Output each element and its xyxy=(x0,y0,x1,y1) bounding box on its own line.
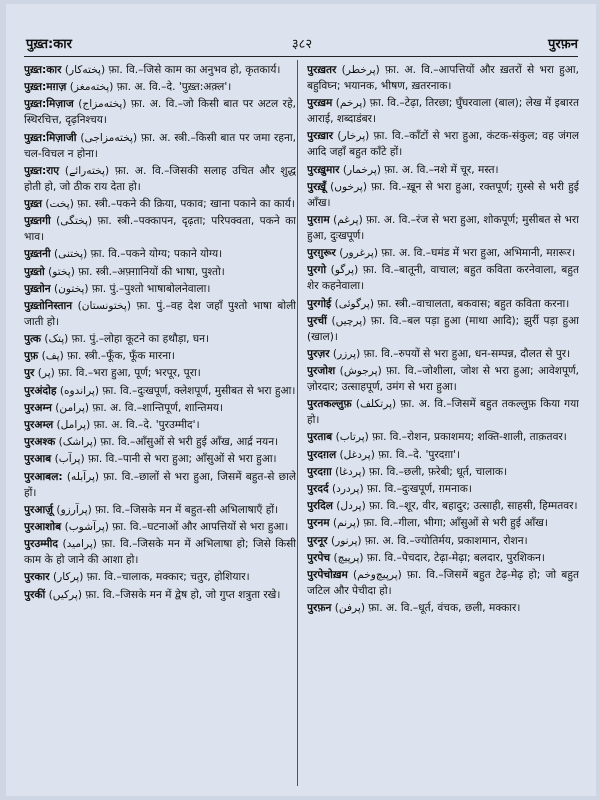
entry-definition: (پرغم) फ़ा. अ. वि.–रंज से भरा हुआ, शोकपूर्ण; मुसीबत से भरा हुआ, दुःखपूर्ण। xyxy=(307,213,579,242)
dictionary-entry xyxy=(24,96,296,128)
dictionary-entry xyxy=(24,130,296,162)
page-number: ३८२ xyxy=(291,37,313,52)
entry-definition: (پرپیچ) फ़ा. वि.–पेचदार, टेढ़ा-मेढ़ा; बलदार, पुरशिकन। xyxy=(333,551,545,564)
entry-definition: (پرآرزو) फ़ा. वि.–जिसके मन में बहुत-सी अभिलाषाएँ हों। xyxy=(56,503,279,516)
entry-definition: (پردغل) फ़ा. वि.–दे. 'पुरदग़ा'। xyxy=(339,448,461,461)
entry-definition: (پرزر) फ़ा. वि.–रुपयों से भरा हुआ, धन-सम्पन्न, दौलत से पुर। xyxy=(332,347,571,360)
entry-headword: पुरअश्क xyxy=(24,436,56,449)
entry-headword: पुख़्त:राए xyxy=(24,164,60,177)
entry-definition: (پردغا) फ़ा. वि.–छली, फ़रेबी; धूर्त, चालाक। xyxy=(335,465,508,478)
entry-headword: पुरतकल्लुफ़ xyxy=(307,398,352,411)
entry-definition: (پرخطر) फ़ा. अ. वि.–आपत्तियों और ख़तरों से भरा हुआ, बहुविघ्न; भयानक, भीषण, ख़तरनाक। xyxy=(307,64,579,92)
dictionary-entry xyxy=(307,179,579,211)
entry-definition: (پخته‌مزاجی) फ़ा. अ. स्त्री.–किसी बात पर जमा रहना, चल-विचल न होना। xyxy=(24,131,296,160)
dictionary-entry xyxy=(307,313,579,345)
right-column xyxy=(307,62,579,617)
header-rule xyxy=(24,56,578,57)
dictionary-entry xyxy=(24,331,296,347)
dictionary-entry xyxy=(24,79,296,95)
entry-headword: पुरख़तर xyxy=(307,64,337,76)
entry-definition: (پخت) फ़ा. स्त्री.–पकने की क्रिया, पकाव; खाना पकाने का कार्य। xyxy=(45,197,295,210)
entry-definition: (پرتاب) फ़ा. वि.–रोशन, प्रकाशमय; शक्ति-शाली, ताक़तवर। xyxy=(335,431,567,444)
dictionary-entry xyxy=(24,519,296,535)
entry-definition: (پخته‌کار) फ़ा. वि.–जिसे काम का अनुभव हो, कृतकार्य। xyxy=(64,64,281,76)
dictionary-entry xyxy=(307,567,579,599)
dictionary-entry xyxy=(307,429,579,445)
entry-headword: पुत्क xyxy=(24,333,42,346)
dictionary-entry xyxy=(307,212,579,244)
entry-headword: पुख़्तगी xyxy=(24,215,51,228)
dictionary-entry xyxy=(307,62,579,94)
entry-headword: पुरअंदोह xyxy=(24,384,57,397)
dictionary-entry xyxy=(307,481,579,497)
entry-definition: (پختگی) फ़ा. स्त्री.–पक्कापन, दृढ़ता; परिपक्वता, पकने का भाव। xyxy=(24,215,296,244)
entry-definition: (پرخار) फ़ा. वि.–काँटों से भरा हुआ, कंटक-संकुल; वह जंगल आदि जहाँ बहुत काँटे हों। xyxy=(307,130,579,159)
dictionary-entry xyxy=(24,196,296,212)
entry-headword: पुरआर्ज़ू xyxy=(24,503,54,516)
entry-definition: (پختنی) फ़ा. वि.–पकने योग्य; पकाने योग्य। xyxy=(53,248,223,261)
entry-headword: पुख़्तो xyxy=(24,265,45,278)
dictionary-entry xyxy=(307,363,579,395)
entry-definition: (پرگوئی) फ़ा. स्त्री.–वाचालता, बकवास; बहुत कविता करना। xyxy=(334,297,570,310)
entry-definition: (پرتکلف) फ़ा. अ. वि.–जिसमें बहुत तकल्लुफ़ किया गया हो। xyxy=(307,398,579,427)
entry-definition: (پردل) फ़ा. वि.–शूर, वीर, बहादुर; उत्साही, साहसी, हिम्मतवर। xyxy=(336,500,578,513)
entry-definition: (پراندوه) फ़ा. वि.–दुःखपूर्ण, क्लेशपूर्ण, मुसीबत से भरा हुआ। xyxy=(59,384,296,397)
dictionary-entry xyxy=(24,213,296,245)
entry-headword: पुरग़ुरूर xyxy=(307,247,336,260)
dictionary-entry xyxy=(307,245,579,261)
entry-definition: (پف) फ़ा. स्त्री.–फूँक, फूँक मारना। xyxy=(41,350,175,363)
entry-headword: पुख़्तोनिस्तान xyxy=(24,299,73,312)
entry-definition: (پرامن) फ़ा. अ. वि.–शान्तिपूर्ण, शान्तिमय। xyxy=(55,401,224,414)
dictionary-entry xyxy=(24,163,296,195)
entry-headword: पुरकार xyxy=(24,571,50,584)
entry-headword: पुरगोई xyxy=(307,297,332,310)
entry-headword: पुरआब xyxy=(24,453,52,466)
dictionary-entry xyxy=(24,264,296,280)
entry-headword: पुरआबल: xyxy=(24,470,63,483)
entry-headword: पुरगो xyxy=(307,264,327,277)
dictionary-entry xyxy=(24,383,296,399)
entry-headword: पुरउम्मीद xyxy=(24,538,59,551)
entry-headword: पुख़्तोन xyxy=(24,282,51,295)
dictionary-entry xyxy=(24,469,296,501)
entry-headword: पुरआशोब xyxy=(24,520,62,533)
entry-headword: पुख़्त:मिज़ाजी xyxy=(24,131,77,144)
dictionary-entry xyxy=(307,296,579,312)
entry-headword: पुख़्त:मिज़ाज xyxy=(24,98,74,111)
entry-definition: (پرگو) फ़ा. वि.–बातूनी, वाचाल; बहुत कविता करनेवाला, बहुत शेर कहनेवाला। xyxy=(307,264,579,293)
entry-headword: पुरनम xyxy=(307,517,330,530)
dictionary-entry xyxy=(24,298,296,330)
dictionary-entry xyxy=(307,498,579,514)
dictionary-entry xyxy=(307,447,579,463)
entry-headword: पुरचीं xyxy=(307,314,327,327)
entry-definition: (پختونستان) फ़ा. पुं.–वह देश जहाँ पुश्तो भाषा बोली जाती हो। xyxy=(24,299,296,328)
entry-definition: (پرآب) फ़ा. वि.–पानी से भरा हुआ; आँसुओं से भरा हुआ। xyxy=(54,453,277,466)
dictionary-entry xyxy=(24,451,296,467)
entry-definition: (پرپیچ‌وخم) फ़ा. वि.–जिसमें बहुत टेढ़-मेढ़ हो; जो बहुत जटिल और पेचीदा हो। xyxy=(307,568,579,597)
entry-definition: (پرآبله) फ़ा. वि.–छालों से भरा हुआ, जिसमें बहुत-से छाले हों। xyxy=(24,470,296,499)
entry-headword: पुरख़ूँ xyxy=(307,180,327,193)
dictionary-entry xyxy=(307,464,579,480)
dictionary-entry xyxy=(24,348,296,364)
dictionary-entry xyxy=(24,536,296,568)
entry-definition: (پرکار) फ़ा. वि.–चालाक, मक्कार; चतुर, होशियार। xyxy=(52,571,250,584)
entry-headword: पुरजोश xyxy=(307,365,336,378)
entry-definition: (پتک) फ़ा. पुं.–लोहा कूटने का हथौड़ा, घन। xyxy=(44,333,210,346)
dictionary-entry xyxy=(24,417,296,433)
dictionary-entry xyxy=(307,396,579,428)
entry-definition: (پخته‌مغز) फ़ा. अ. वि.–दे. 'पुख़्त:अक़्ल'। xyxy=(69,81,232,94)
header-right-guideword: पुरफ़न xyxy=(548,37,578,52)
entry-headword: पुर xyxy=(24,367,35,380)
entry-headword: पुरदग़ा xyxy=(307,465,332,478)
entry-definition: (پراشک) फ़ा. वि.–आँसुओं से भरी हुई आँख, आर्द्र नयन। xyxy=(58,436,279,449)
entry-headword: पुरअम्न xyxy=(24,401,52,414)
entry-definition: (پرکیں) फ़ा. वि.–जिसके मन में द्वेष हो, जो गुप्त शत्रुता रखे। xyxy=(48,588,281,601)
dictionary-entry xyxy=(307,600,579,616)
dictionary-entry xyxy=(24,246,296,262)
dictionary-entry xyxy=(307,262,579,294)
entry-definition: (پرنم) फ़ा. वि.–गीला, भीगा; आँसुओं से भरी हुई आँख। xyxy=(332,517,548,530)
entry-definition: (پرجوش) फ़ा. वि.–जोशीला, जोश से भरा हुआ; आवेशपूर्ण, ज़ोरदार; उत्साहपूर्ण, उमंग से भरा हुआ। xyxy=(307,365,579,394)
entry-definition: (پرخمار) फ़ा. अ. वि.–नशे में चूर, मस्त। xyxy=(342,163,499,176)
dictionary-entry xyxy=(24,587,296,603)
entry-definition: (پرامل) फ़ा. अ. वि.–दे. 'पुरउम्मीद'। xyxy=(56,419,200,431)
dictionary-entry xyxy=(307,515,579,531)
entry-definition: (پخته‌مزاج) फ़ा. अ. वि.–जो किसी बात पर अटल रहे, स्थिरचित्त, दृढ़निश्चय। xyxy=(24,98,296,127)
entry-headword: पुख़्तनी xyxy=(24,248,51,261)
dictionary-entry xyxy=(24,400,296,416)
entry-headword: पुफ़ xyxy=(24,350,39,363)
entry-headword: पुरख़ार xyxy=(307,130,334,143)
dictionary-entry xyxy=(24,569,296,585)
dictionary-entry xyxy=(24,434,296,450)
dictionary-entry xyxy=(307,128,579,160)
entry-headword: पुरख़म xyxy=(307,97,333,110)
entry-definition: (پرنور) फ़ा. अ. वि.–ज्योतिर्मय, प्रकाशमान, रोशन। xyxy=(330,534,528,547)
dictionary-entry xyxy=(24,62,296,78)
entry-definition: (پختو) फ़ा. स्त्री.–अफ़्ग़ानियों की भाषा, पुश्तो। xyxy=(48,265,225,278)
entry-headword: पुरकीं xyxy=(24,588,46,601)
entry-definition: (پخته‌رائے) फ़ा. अ. वि.–जिसकी सलाह उचित और शुद्ध होती हो, जो ठीक राय देता हो। xyxy=(24,164,296,193)
entry-headword: पुरपेचोख़म xyxy=(307,568,348,581)
entry-headword: पुरताब xyxy=(307,431,333,444)
entry-headword: पुरदर्द xyxy=(307,483,329,495)
dictionary-entry xyxy=(307,346,579,362)
dictionary-entry xyxy=(307,162,579,178)
column-divider xyxy=(297,60,298,786)
entry-definition: (پرامید) फ़ा. वि.–जिसके मन में अभिलाषा हो; जिसे किसी काम के हो जाने की आशा हो। xyxy=(24,538,296,567)
entry-definition: (پرچیں) फ़ा. वि.–बल पड़ा हुआ (माथा आदि); झुर्री पड़ा हुआ (खाल)। xyxy=(307,314,579,343)
header-left-guideword: पुख़्त:कार xyxy=(26,37,72,52)
dictionary-entry xyxy=(307,533,579,549)
entry-headword: पुरदिल xyxy=(307,500,333,513)
dictionary-page xyxy=(6,4,596,796)
entry-definition: (پرخوں) फ़ा. वि.–ख़ून से भरा हुआ, रक्तपूर्ण; ग़ुस्से से भरी हुई आँख। xyxy=(307,180,579,209)
page-header xyxy=(26,34,578,56)
entry-headword: पुख़्त:कार xyxy=(24,64,62,76)
entry-definition: (پختون) फ़ा. पुं.–पुश्तो भाषाबोलनेवाला। xyxy=(53,282,211,295)
entry-headword: पुरनूर xyxy=(307,534,328,547)
entry-definition: (پر) फ़ा. वि.–भरा हुआ, पूर्ण; भरपूर, पूरा। xyxy=(37,367,201,380)
entry-headword: पुरग़म xyxy=(307,213,330,226)
entry-headword: पुरफ़न xyxy=(307,602,332,615)
dictionary-entry xyxy=(24,281,296,297)
entry-definition: (پرغرور) फ़ा. अ. वि.–घमंड में भरा हुआ, अभिमानी, मग़रूर। xyxy=(339,247,576,260)
entry-definition: (پردرد) फ़ा. वि.–दुःखपूर्ण, ग़मनाक। xyxy=(331,483,472,495)
entry-definition: (پرآشوب) फ़ा. वि.–घटनाओं और आपत्तियों से भरा हुआ। xyxy=(64,520,289,533)
entry-headword: पुरदग़ल xyxy=(307,448,337,461)
dictionary-entry xyxy=(24,365,296,381)
entry-headword: पुख़्त xyxy=(24,197,42,210)
dictionary-entry xyxy=(24,502,296,518)
entry-headword: पुरज़र xyxy=(307,347,330,360)
entry-definition: (پرفن) फ़ा. अ. वि.–धूर्त, वंचक, छली, मक्कार। xyxy=(334,602,521,615)
left-column xyxy=(24,62,296,604)
dictionary-entry xyxy=(307,95,579,127)
dictionary-entry xyxy=(307,550,579,566)
entry-headword: पुख़्त:मग़ज़ xyxy=(24,81,67,94)
entry-headword: पुरपेच xyxy=(307,551,331,564)
entry-definition: (پرخم) फ़ा. वि.–टेढ़ा, तिरछा; घुँघरवाला (बाल); लेख में इबारत आराई, शब्दाडंबर। xyxy=(307,97,579,126)
entry-headword: पुरअम्ल xyxy=(24,419,54,431)
entry-headword: पुरख़ुमार xyxy=(307,163,340,176)
